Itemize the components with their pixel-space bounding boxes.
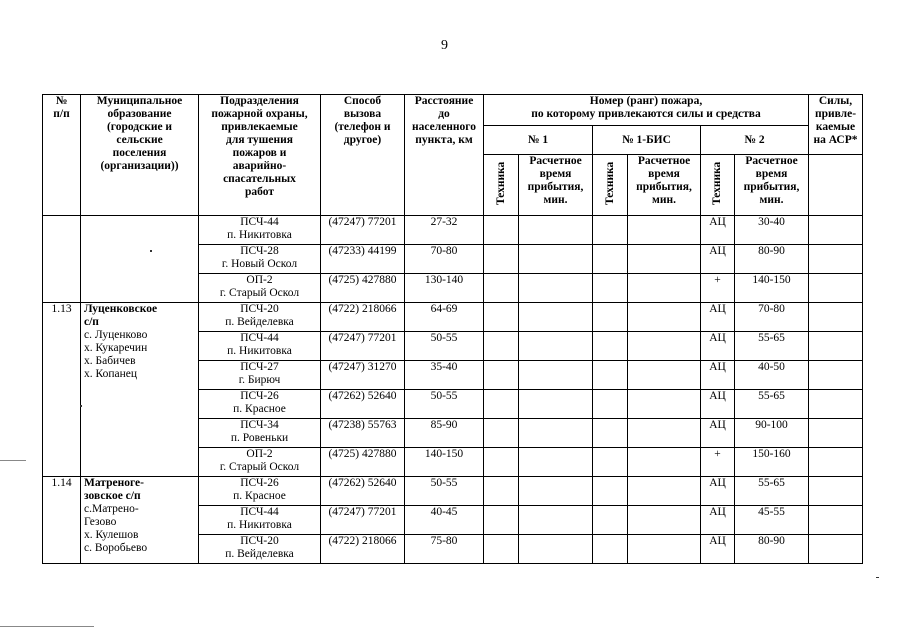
row-arrival-1	[519, 245, 593, 274]
row-asr	[809, 535, 863, 564]
text-line: (организации))	[100, 160, 179, 172]
text-line: мин.	[652, 194, 676, 206]
row-distance: 140-150	[405, 448, 484, 477]
row-equip-1bis	[593, 419, 628, 448]
row-unit	[199, 274, 321, 303]
row-number: 1.13	[43, 303, 81, 477]
row-equip-1	[484, 216, 519, 245]
row-equip-1	[484, 535, 519, 564]
row-unit	[199, 535, 321, 564]
text-line: ПСЧ-27	[240, 361, 279, 373]
row-equip-1bis	[593, 361, 628, 390]
header-equip-1bis: Техника	[593, 155, 628, 216]
row-arrival-1	[519, 419, 593, 448]
row-equip-2: АЦ	[701, 390, 735, 419]
header-rank-title	[484, 95, 809, 126]
text-line: на АСР*	[813, 134, 858, 146]
row-asr	[809, 448, 863, 477]
row-arrival-1bis	[628, 361, 701, 390]
row-phone: (47247) 77201	[321, 216, 405, 245]
row-equip-1	[484, 332, 519, 361]
header-rank-1bis: № 1-БИС	[593, 126, 701, 155]
row-phone: (47262) 52640	[321, 390, 405, 419]
row-equip-1bis	[593, 477, 628, 506]
row-distance: 70-80	[405, 245, 484, 274]
row-unit	[199, 390, 321, 419]
text-line: вызова	[343, 108, 382, 120]
row-equip-2: АЦ	[701, 477, 735, 506]
row-arrival-1	[519, 477, 593, 506]
row-asr	[809, 477, 863, 506]
row-phone: (4722) 218066	[321, 303, 405, 332]
row-arrival-2: 40-50	[735, 361, 809, 390]
row-equip-2: +	[701, 274, 735, 303]
row-arrival-2: 90-100	[735, 419, 809, 448]
row-arrival-2: 55-65	[735, 477, 809, 506]
row-arrival-1bis	[628, 274, 701, 303]
text-line: для тушения	[226, 134, 293, 146]
text-line: п. Красное	[233, 403, 286, 415]
text-line: привлекаемые	[221, 121, 298, 133]
row-arrival-1	[519, 448, 593, 477]
row-unit	[199, 448, 321, 477]
text-line: Гезово	[84, 516, 117, 528]
text-line: г. Новый Оскол	[221, 258, 298, 270]
text-line: с.Матрено-	[84, 503, 139, 515]
text-line: спасательных	[223, 173, 296, 185]
text-line: ПСЧ-20	[240, 535, 279, 547]
row-equip-2: АЦ	[701, 506, 735, 535]
row-unit	[199, 477, 321, 506]
text-line: пункта, км	[415, 134, 473, 146]
row-equip-2: АЦ	[701, 361, 735, 390]
row-phone: (47233) 44199	[321, 245, 405, 274]
row-asr	[809, 274, 863, 303]
row-distance: 50-55	[405, 332, 484, 361]
header-asr	[809, 95, 863, 155]
header-arrival-1bis	[628, 155, 701, 216]
text-line: х. Кукаречин	[84, 342, 148, 354]
row-municipality	[81, 216, 199, 303]
row-distance: 130-140	[405, 274, 484, 303]
text-line: ПСЧ-34	[240, 419, 279, 431]
text-line: с/п	[84, 316, 99, 328]
row-phone: (47247) 77201	[321, 332, 405, 361]
text-line: ОП-2	[246, 274, 273, 286]
text-line: мин.	[543, 194, 568, 206]
text-line: с. Луценково	[84, 329, 148, 341]
row-equip-1	[484, 477, 519, 506]
row-unit	[199, 419, 321, 448]
text-line: населенного	[412, 121, 476, 133]
scan-mark	[0, 626, 94, 627]
row-arrival-1bis	[628, 390, 701, 419]
row-phone: (4725) 427880	[321, 274, 405, 303]
row-arrival-1	[519, 390, 593, 419]
text-line: (телефон и	[334, 121, 391, 133]
text-line: прибытия,	[527, 181, 584, 193]
scan-speck	[876, 577, 879, 578]
row-asr	[809, 390, 863, 419]
row-number	[43, 216, 81, 303]
row-equip-1bis	[593, 535, 628, 564]
row-unit	[199, 245, 321, 274]
row-distance: 64-69	[405, 303, 484, 332]
text-line: Номер (ранг) пожара,	[589, 95, 703, 107]
row-equip-1bis	[593, 303, 628, 332]
row-arrival-1	[519, 216, 593, 245]
row-phone: (47238) 55763	[321, 419, 405, 448]
text-line: Силы,	[818, 95, 853, 107]
text-line: Луценковское	[84, 303, 158, 315]
row-equip-2: АЦ	[701, 303, 735, 332]
row-arrival-1	[519, 332, 593, 361]
row-arrival-1	[519, 361, 593, 390]
row-phone: (4725) 427880	[321, 448, 405, 477]
text-line: Матреноге-	[84, 477, 144, 489]
header-call-method	[321, 95, 405, 216]
row-distance: 27-32	[405, 216, 484, 245]
row-equip-1	[484, 303, 519, 332]
row-arrival-2: 80-90	[735, 245, 809, 274]
text-line: п. Никитовка	[227, 519, 292, 531]
header-equip-1: Техника	[484, 155, 519, 216]
row-asr	[809, 245, 863, 274]
row-equip-1	[484, 506, 519, 535]
text-line: время	[755, 168, 788, 180]
row-arrival-2: 140-150	[735, 274, 809, 303]
text-line: другое)	[343, 134, 382, 146]
row-distance: 50-55	[405, 390, 484, 419]
header-arrival-1	[519, 155, 593, 216]
text-line: каемые	[815, 121, 856, 133]
text-line: Расчетное	[745, 155, 798, 167]
row-arrival-1bis	[628, 506, 701, 535]
text-line: зовское с/п	[84, 490, 141, 502]
text-line: до	[438, 108, 450, 120]
row-distance: 85-90	[405, 419, 484, 448]
text-line: работ	[245, 186, 274, 198]
row-phone: (47262) 52640	[321, 477, 405, 506]
text-line: пожарной охраны,	[211, 108, 308, 120]
row-equip-1bis	[593, 506, 628, 535]
row-municipality	[81, 477, 199, 564]
row-equip-1bis	[593, 274, 628, 303]
text-line: п. Вейделевка	[225, 316, 294, 328]
row-arrival-2: 55-65	[735, 332, 809, 361]
text-line: сельские	[116, 134, 163, 146]
row-equip-1bis	[593, 390, 628, 419]
row-arrival-2: 55-65	[735, 390, 809, 419]
header-rank-1: № 1	[484, 126, 593, 155]
row-unit	[199, 303, 321, 332]
scan-mark	[0, 460, 26, 461]
header-equip-2: Техника	[701, 155, 735, 216]
text-line: х. Копанец	[84, 368, 138, 380]
row-phone: (47247) 31270	[321, 361, 405, 390]
row-equip-1	[484, 448, 519, 477]
row-equip-2: АЦ	[701, 535, 735, 564]
text-line: п. Красное	[233, 490, 286, 502]
row-arrival-1bis	[628, 535, 701, 564]
row-asr	[809, 506, 863, 535]
row-equip-1bis	[593, 448, 628, 477]
header-units	[199, 95, 321, 216]
row-unit	[199, 506, 321, 535]
row-arrival-1bis	[628, 448, 701, 477]
row-arrival-1bis	[628, 477, 701, 506]
row-equip-1bis	[593, 216, 628, 245]
row-unit	[199, 361, 321, 390]
row-equip-1	[484, 419, 519, 448]
text-line: г. Бирюч	[238, 374, 281, 386]
text-line: Расстояние	[414, 95, 474, 107]
header-distance	[405, 95, 484, 216]
text-line: ПСЧ-20	[240, 303, 279, 315]
row-arrival-1bis	[628, 419, 701, 448]
row-equip-1	[484, 274, 519, 303]
table-header	[43, 95, 863, 216]
text-line: п. Никитовка	[227, 345, 292, 357]
row-asr	[809, 332, 863, 361]
scan-speck	[150, 250, 152, 252]
row-municipality	[81, 303, 199, 477]
row-equip-1	[484, 245, 519, 274]
text-line: образование	[107, 108, 172, 120]
row-phone: (47247) 77201	[321, 506, 405, 535]
row-equip-2: АЦ	[701, 419, 735, 448]
table-row	[43, 303, 863, 332]
row-distance: 40-45	[405, 506, 484, 535]
scan-speck	[80, 405, 82, 407]
text-line: привле-	[814, 108, 857, 120]
text-line: Подразделения	[220, 95, 299, 107]
table-row	[43, 216, 863, 245]
text-line: ОП-2	[246, 448, 273, 460]
text-line: ПСЧ-44	[240, 332, 279, 344]
text-line: ПСЧ-28	[240, 245, 279, 257]
row-arrival-1bis	[628, 303, 701, 332]
row-arrival-1bis	[628, 216, 701, 245]
row-arrival-2: 30-40	[735, 216, 809, 245]
header-rank-2: № 2	[701, 126, 809, 155]
header-arrival-2	[735, 155, 809, 216]
text-line: по которому привлекаются силы и средства	[531, 108, 761, 120]
row-equip-2: АЦ	[701, 245, 735, 274]
row-asr	[809, 419, 863, 448]
row-arrival-1	[519, 303, 593, 332]
text-line: ПСЧ-26	[240, 477, 279, 489]
text-line: прибытия,	[636, 181, 692, 193]
fire-forces-table	[42, 94, 863, 564]
text-line: прибытия,	[743, 181, 800, 193]
row-distance: 50-55	[405, 477, 484, 506]
text-line: ПСЧ-44	[240, 216, 279, 228]
header-asr-empty	[809, 155, 863, 216]
text-line: Расчетное	[529, 155, 582, 167]
row-asr	[809, 303, 863, 332]
text-line: Способ	[343, 95, 382, 107]
text-line: п. Никитовка	[227, 229, 292, 241]
row-arrival-1bis	[628, 245, 701, 274]
text-line: х. Кулешов	[84, 529, 139, 541]
text-line: мин.	[759, 194, 784, 206]
text-line: Муниципальное	[96, 95, 183, 107]
text-line: ПСЧ-26	[240, 390, 279, 402]
text-line: г. Старый Оскол	[219, 287, 300, 299]
row-phone: (4722) 218066	[321, 535, 405, 564]
page-number: 9	[441, 38, 448, 53]
text-line: время	[539, 168, 572, 180]
row-arrival-1	[519, 506, 593, 535]
text-line: пожаров и	[232, 147, 287, 159]
row-arrival-1bis	[628, 332, 701, 361]
row-equip-2: +	[701, 448, 735, 477]
row-asr	[809, 216, 863, 245]
row-equip-1	[484, 361, 519, 390]
text-line: (городские и	[106, 121, 173, 133]
text-line: ПСЧ-44	[240, 506, 279, 518]
text-line: аварийно-	[232, 160, 287, 172]
header-num	[43, 95, 81, 216]
row-asr	[809, 361, 863, 390]
row-arrival-1	[519, 274, 593, 303]
row-equip-1	[484, 390, 519, 419]
row-unit	[199, 216, 321, 245]
row-equip-2: АЦ	[701, 332, 735, 361]
text-line: г. Старый Оскол	[219, 461, 300, 473]
row-arrival-1	[519, 535, 593, 564]
row-number: 1.14	[43, 477, 81, 564]
text-line: с. Воробьево	[84, 542, 148, 554]
text-line: Расчетное	[637, 155, 691, 167]
header-municipality	[81, 95, 199, 216]
text-line: поселения	[112, 147, 167, 159]
row-arrival-2: 80-90	[735, 535, 809, 564]
row-arrival-2: 150-160	[735, 448, 809, 477]
text-line: время	[648, 168, 680, 180]
text-line: п. Вейделевка	[225, 548, 294, 560]
text-line: п/п	[53, 108, 70, 120]
table-body	[43, 216, 863, 564]
row-distance: 75-80	[405, 535, 484, 564]
row-arrival-2: 70-80	[735, 303, 809, 332]
row-arrival-2: 45-55	[735, 506, 809, 535]
row-equip-1bis	[593, 245, 628, 274]
text-line: х. Бабичев	[84, 355, 136, 367]
text-line: №	[55, 95, 68, 107]
row-equip-2: АЦ	[701, 216, 735, 245]
text-line: п. Ровеньки	[230, 432, 289, 444]
row-equip-1bis	[593, 332, 628, 361]
table-row	[43, 477, 863, 506]
row-distance: 35-40	[405, 361, 484, 390]
row-unit	[199, 332, 321, 361]
